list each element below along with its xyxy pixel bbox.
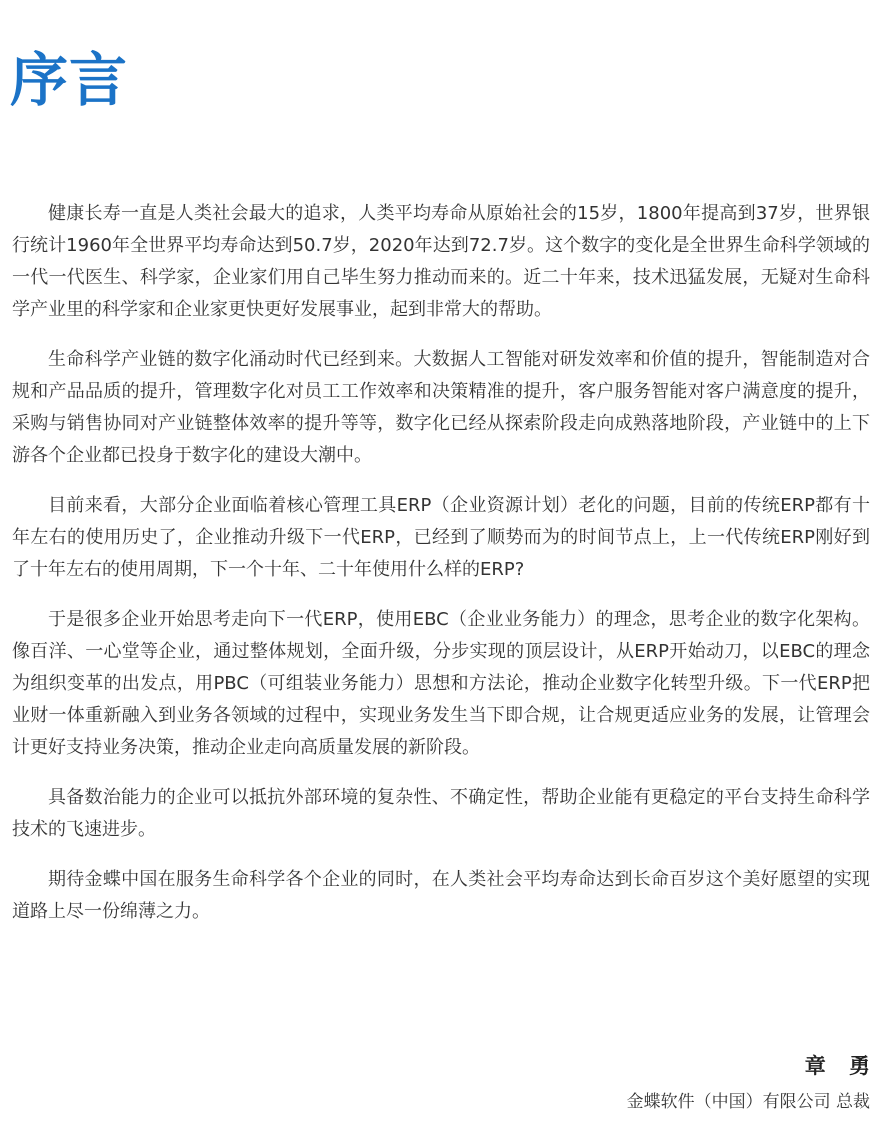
paragraph-4: 于是很多企业开始思考走向下一代ERP，使用EBC（企业业务能力）的理念，思考企业的数字化架构。像百洋、一心堂等企业，通过整体规划，全面升级，分步实现的顶层设计，从ERP开始动刀，以EBC的理念为组织变革的出发点，用PBC（可组装业务能力）思想和方法论，推动企业数字化转型升级。下一代ERP把业财一体重新融入到业务各领域的过程中，实现业务发生当下即合规，让合规更适应业务的发展，让管理会计更好支持业务决策，推动企业走向高质量发展的新阶段。: [12, 609, 870, 758]
paragraph-6: 期待金蝶中国在服务生命科学各个企业的同时，在人类社会平均寿命达到长命百岁这个美好愿望的实现道路上尽一份绵薄之力。: [12, 869, 870, 922]
signature-block: [626, 1049, 878, 1119]
author-name: 章 勇: [804, 1054, 878, 1078]
paragraph-1: 健康长寿一直是人类社会最大的追求，人类平均寿命从原始社会的15岁，1800年提高到37岁，世界银行统计1960年全世界平均寿命达到50.7岁，2020年达到72.7岁。这个数字的变化是全世界生命科学领域的一代一代医生、科学家，企业家们用自己毕生努力推动而来的。近二十年来，技术迅猛发展，无疑对生命科学产业里的科学家和企业家更快更好发展事业，起到非常大的帮助。: [12, 203, 870, 320]
author-title: 金蝶软件（中国）有限公司 总裁: [626, 1092, 870, 1112]
paragraph-5: 具备数治能力的企业可以抵抗外部环境的复杂性、不确定性，帮助企业能有更稳定的平台支持生命科学技术的飞速进步。: [12, 787, 870, 840]
page-title: 序言: [10, 46, 129, 114]
preface-body: [12, 198, 870, 946]
paragraph-2: 生命科学产业链的数字化涌动时代已经到来。大数据人工智能对研发效率和价值的提升，智能制造对合规和产品品质的提升，管理数字化对员工工作效率和决策精准的提升，客户服务智能对客户满意度的提升，采购与销售协同对产业链整体效率的提升等等，数字化已经从探索阶段走向成熟落地阶段，产业链中的上下游各个企业都已投身于数字化的建设大潮中。: [12, 349, 870, 466]
paragraph-3: 目前来看，大部分企业面临着核心管理工具ERP（企业资源计划）老化的问题，目前的传统ERP都有十年左右的使用历史了，企业推动升级下一代ERP，已经到了顺势而为的时间节点上，上一代传统ERP刚好到了十年左右的使用周期，下一个十年、二十年使用什么样的ERP?: [12, 495, 870, 580]
